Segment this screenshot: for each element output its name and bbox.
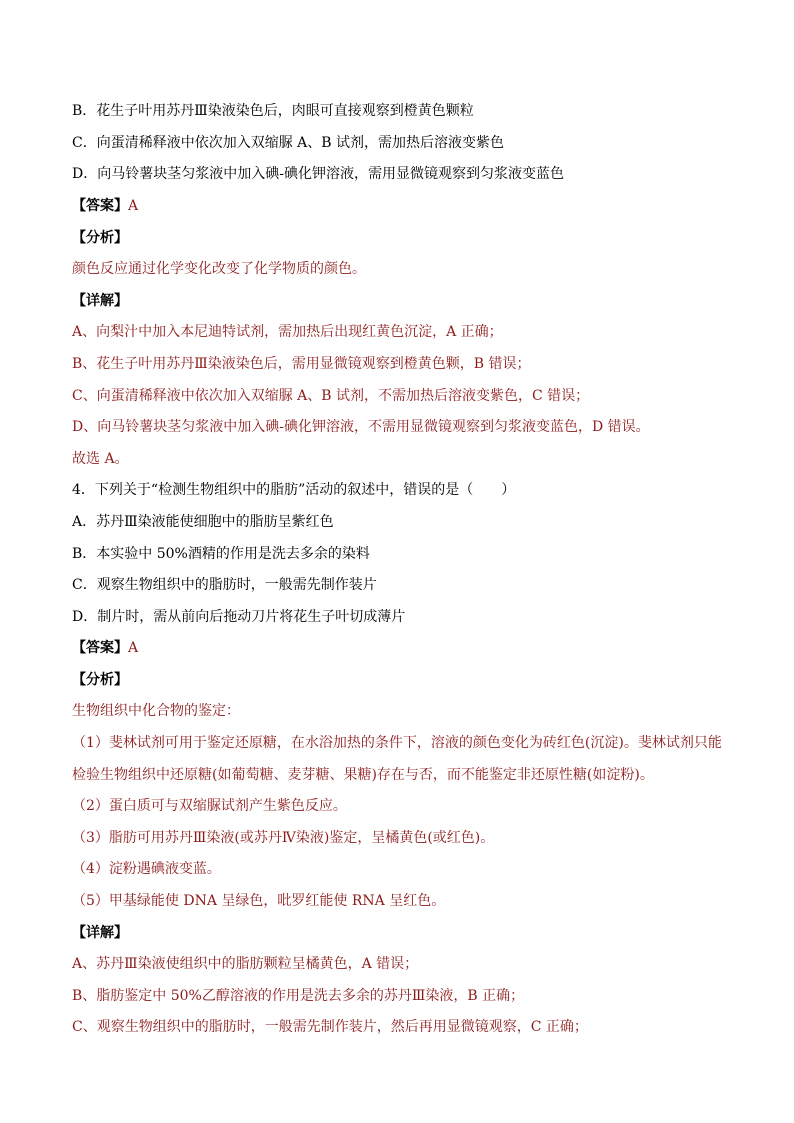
q3-option-d: D．向马铃薯块茎匀浆液中加入碘-碘化钾溶液，需用显微镜观察到匀浆液变蓝色	[72, 166, 564, 182]
q4-analysis-2: （2）蛋白质可与双缩脲试剂产生紫色反应。	[72, 798, 347, 814]
q4-option-d: D．制片时，需从前向后拖动刀片将花生子叶切成薄片	[72, 609, 406, 625]
q4-analysis-1a: （1）斐林试剂可用于鉴定还原糖，在水浴加热的条件下，溶液的颜色变化为砖红色(沉淀)。斐林试剂只能	[72, 735, 722, 751]
q3-detail-d: D、向马铃薯块茎匀浆液中加入碘-碘化钾溶液，不需用显微镜观察到匀浆液变蓝色，D 错误。	[72, 419, 650, 435]
q3-analysis-label: 【分析】	[72, 230, 128, 246]
answer-label: 【答案】	[72, 640, 128, 656]
q3-detail-b: B、花生子叶用苏丹Ⅲ染液染色后，需用显微镜观察到橙黄色颗，B 错误；	[72, 356, 531, 372]
q4-analysis-3: （3）脂肪可用苏丹Ⅲ染液(或苏丹Ⅳ染液)鉴定，呈橘黄色(或红色)。	[72, 830, 495, 846]
q4-analysis-5: （5）甲基绿能使 DNA 呈绿色，吡罗红能使 RNA 呈红色。	[72, 893, 446, 909]
q3-option-b: B．花生子叶用苏丹Ⅲ染液染色后，肉眼可直接观察到橙黄色颗粒	[72, 103, 474, 119]
q4-detail-b: B、脂肪鉴定中 50%乙醇溶液的作用是洗去多余的苏丹Ⅲ染液，B 正确；	[72, 988, 525, 1004]
q4-analysis-4: （4）淀粉遇碘液变蓝。	[72, 861, 221, 877]
answer-label: 【答案】	[72, 198, 128, 214]
q3-option-c: C．向蛋清稀释液中依次加入双缩脲 A、B 试剂，需加热后溶液变紫色	[72, 135, 505, 151]
q4-stem: 4．下列关于“检测生物组织中的脂肪”活动的叙述中，错误的是（ ）	[72, 482, 516, 498]
answer-value: A	[128, 198, 139, 214]
q4-detail-label: 【详解】	[72, 925, 128, 941]
q4-analysis-label: 【分析】	[72, 672, 128, 688]
answer-value: A	[128, 640, 139, 656]
q3-analysis-text: 颜色反应通过化学变化改变了化学物质的颜色。	[72, 261, 366, 277]
q3-answer	[72, 196, 138, 216]
q3-detail-a: A、向梨汁中加入本尼迪特试剂，需加热后出现红黄色沉淀，A 正确；	[72, 324, 503, 340]
q4-answer	[72, 638, 138, 658]
q4-analysis-1b: 检验生物组织中还原糖(如葡萄糖、麦芽糖、果糖)存在与否，而不能鉴定非还原性糖(如淀粉)。	[72, 767, 654, 783]
q3-detail-c: C、向蛋清稀释液中依次加入双缩脲 A、B 试剂，不需加热后溶液变紫色，C 错误；	[72, 388, 590, 404]
q3-conclusion: 故选 A。	[72, 451, 129, 467]
q4-option-c: C．观察生物组织中的脂肪时，一般需先制作装片	[72, 577, 377, 593]
q4-option-b: B．本实验中 50%酒精的作用是洗去多余的染料	[72, 546, 370, 562]
q4-detail-a: A、苏丹Ⅲ染液使组织中的脂肪颗粒呈橘黄色，A 错误；	[72, 956, 419, 972]
q3-detail-label: 【详解】	[72, 293, 128, 309]
q4-option-a: A．苏丹Ⅲ染液能使细胞中的脂肪呈紫红色	[72, 514, 334, 530]
q4-analysis-intro: 生物组织中化合物的鉴定：	[72, 703, 240, 719]
q4-detail-c: C、观察生物组织中的脂肪时，一般需先制作装片，然后再用显微镜观察，C 正确；	[72, 1019, 588, 1035]
